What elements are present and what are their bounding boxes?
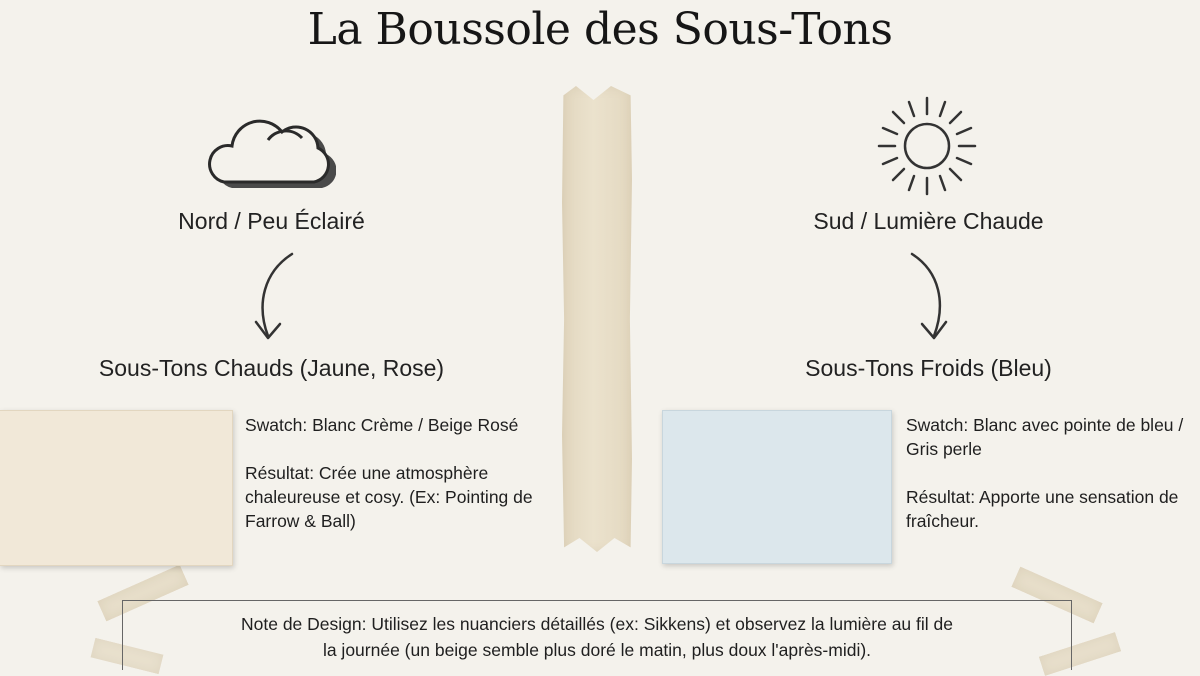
- center-tape-divider: [562, 86, 632, 552]
- left-subheading: Sous-Tons Chauds (Jaune, Rose): [98, 355, 445, 381]
- warm-swatch: [0, 410, 233, 566]
- cloud-icon: [206, 110, 336, 190]
- left-heading: Nord / Peu Éclairé: [178, 208, 365, 234]
- right-description: [906, 413, 1200, 533]
- cool-swatch: [662, 410, 892, 564]
- left-swatch-text: Swatch: Blanc Crème / Beige Rosé: [245, 415, 519, 435]
- right-result-text: Résultat: Apporte une sensation de fraîcheur.: [906, 487, 1179, 531]
- design-note-line-2: la journée (un beige semble plus doré le matin, plus doux l'après-midi).: [322, 640, 872, 660]
- right-subheading: Sous-Tons Froids (Bleu): [805, 355, 1052, 381]
- right-swatch-text: Swatch: Blanc avec pointe de bleu / Gris perle: [906, 415, 1184, 459]
- left-description: [245, 413, 545, 533]
- right-heading: Sud / Lumière Chaude: [813, 208, 1044, 234]
- arrow-down-icon: [902, 250, 958, 344]
- sun-icon: [872, 94, 982, 198]
- page-title: La Boussole des Sous-Tons: [307, 4, 893, 55]
- left-result-text: Résultat: Crée une atmosphère chaleureuse et cosy. (Ex: Pointing de Farrow & Ball): [245, 463, 533, 531]
- design-note: [122, 600, 1072, 670]
- design-note-line-1: Note de Design: Utilisez les nuanciers détaillés (ex: Sikkens) et observez la lumière au fil de: [241, 614, 953, 634]
- arrow-down-icon: [246, 250, 302, 344]
